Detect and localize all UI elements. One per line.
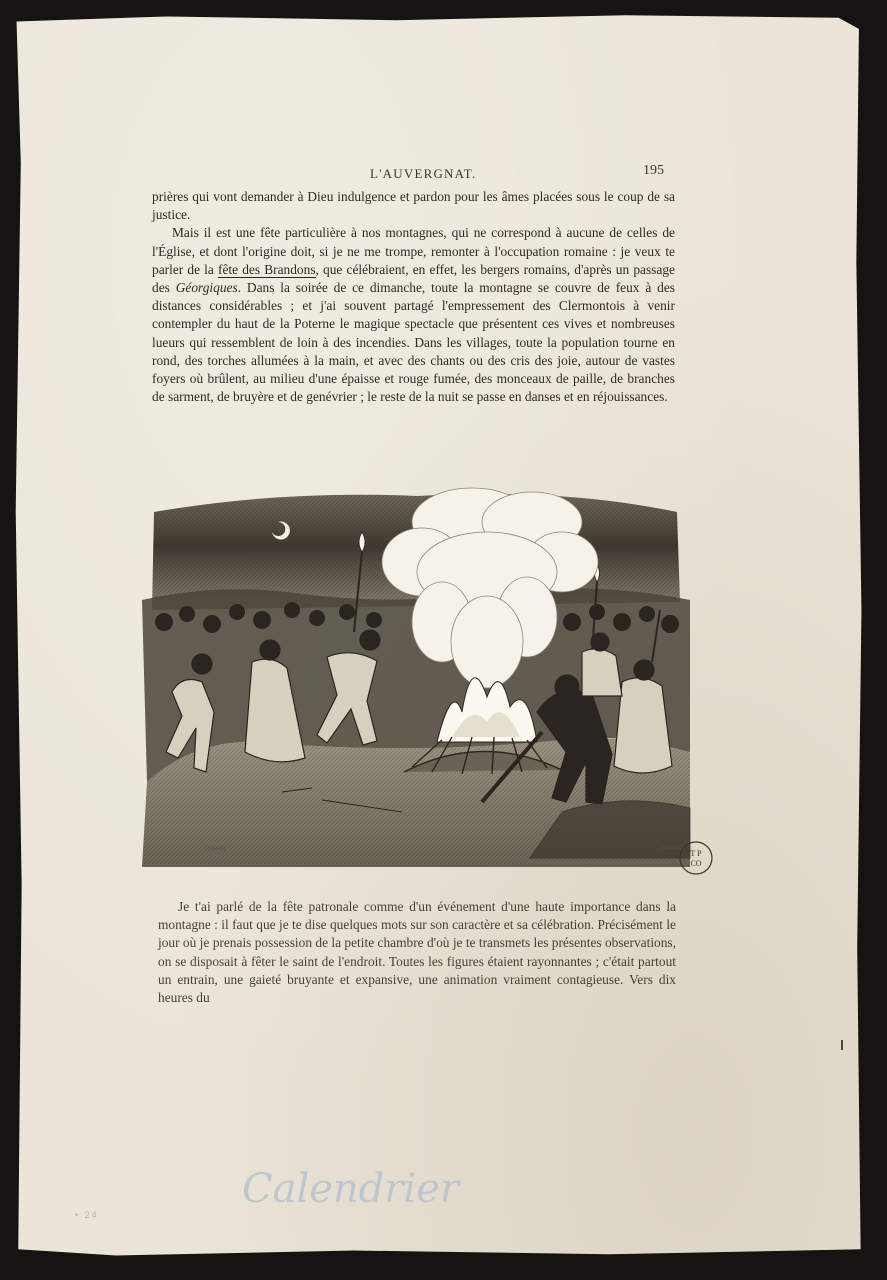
handwritten-annotation: [238, 1150, 459, 1225]
paragraph-text: , que célébraient, en effet, les bergers romains, d'après un passage des: [152, 261, 675, 296]
text-block-top: [152, 188, 675, 406]
paragraph-text: Mais il est une fête particulière à nos montagnes, qui ne correspond à aucune de celles de l'Église, et dont l'origine doit, si je ne me trompe, remonter à l'occupation romaine : je veux te parler de la: [152, 225, 675, 277]
italic-title: Géorgiques: [175, 280, 238, 296]
paragraph-fete-patronale: Je t'ai parlé de la fête patronale comme d'un événement d'une haute importance dans la montagne : il faut que je te dise quelques mots sur son caractère et sa célébration. Précisément le jour où je prenais possession de la petite chambre d'où je te transmets les présentes observations, on se disposait à fêter le saint de l'endroit. Toutes les figures étaient rayonnantes ; c'était partout un entrain, une gaieté bruyante et expansive, une animation vraiment contagieuse. Vers dix heures du: [158, 899, 676, 1006]
page-number: 195: [643, 163, 664, 178]
paragraph-text: . Dans la soirée de ce dimanche, toute la montagne se couvre de feux à des distances considérables ; et j'ai souvent partagé l'empressement des Clermontois à venir contempler du haut de la Poterne le magique spectacle que présentent ces vives et nombreuses lueurs qui ressemblent de loin à des incendies. Dans les villages, toute la population tourne en rond, des torches allumées à la main, et avec des chants ou des cris des joie, autour de vastes foyers où brûlent, au milieu d'une épaisse et rouge fumée, des monceaux de paille, de branches de sarment, de bruyère et de genévrier ; le reste de la nuit se passe en danses et en réjouissances.: [152, 280, 676, 405]
engraver-signature-left: LOBRIN: [204, 846, 226, 852]
underlined-phrase: fête des Brandons: [217, 261, 316, 277]
paragraph-continuation: prières qui vont demander à Dieu indulgence et pardon pour les âmes placées sous le coup de sa justice.: [152, 189, 675, 223]
bottom-left-mark: • 24: [75, 1210, 99, 1220]
text-block-bottom: [158, 898, 676, 1007]
running-head: L'AUVERGNAT.: [370, 166, 477, 181]
margin-tick: [841, 1040, 843, 1050]
paragraph-brandons: [152, 224, 675, 406]
library-stamp: [678, 840, 714, 876]
bonfire-engraving: [142, 482, 692, 867]
stamp-line-1: T P: [690, 849, 702, 858]
engraver-signature-right: CAGNIET: [660, 846, 686, 852]
stamp-line-2: CO: [690, 859, 702, 868]
handwritten-note: Calendrier: [242, 1166, 459, 1212]
